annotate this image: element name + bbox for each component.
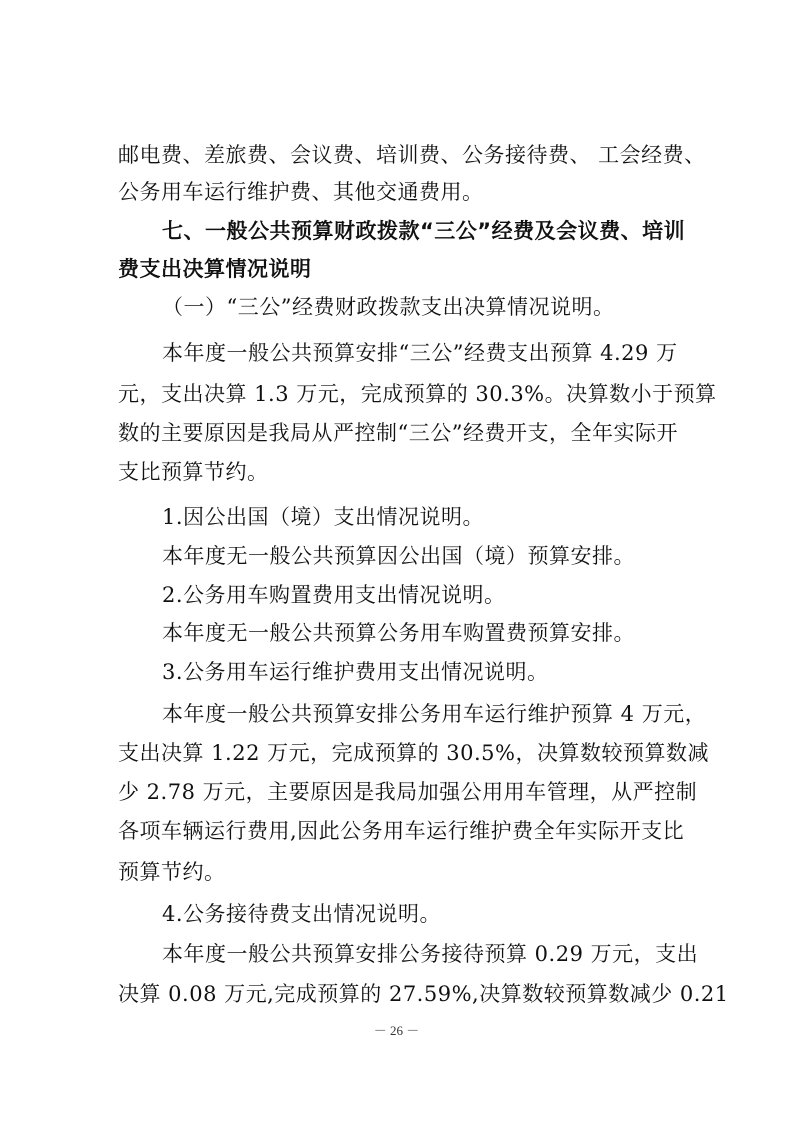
body-text-line: 决算 0.08 万元,完成预算的 27.59%,决算数较预算数减少 0.21 [118, 982, 729, 1006]
body-text-line: 预算节约。 [118, 860, 226, 884]
item-heading: 4.公务接待费支出情况说明。 [162, 902, 442, 926]
section-heading: 七、一般公共预算财政拨款“三公”经费及会议费、培训 [162, 219, 686, 243]
body-text-line: 本年度一般公共预算安排公务接待预算 0.29 万元，支出 [162, 942, 699, 966]
body-text-line: 少 2.78 万元，主要原因是我局加强公用用车管理，从严控制 [118, 780, 698, 804]
body-text-line: 本年度无一般公共预算公务用车购置费预算安排。 [162, 621, 635, 645]
body-text-line: 支出决算 1.22 万元，完成预算的 30.5%，决算数较预算数减 [118, 741, 709, 765]
item-heading: 2.公务用车购置费用支出情况说明。 [162, 583, 506, 607]
body-text-line: 本年度无一般公共预算因公出国（境）预算安排。 [162, 544, 635, 568]
body-text-line: 支比预算节约。 [118, 460, 269, 484]
body-text-line: 本年度一般公共预算安排公务用车运行维护预算 4 万元， [162, 702, 707, 726]
section-heading-continued: 费支出决算情况说明 [118, 257, 312, 281]
body-text-line: 公务用车运行维护费、其他交通费用。 [118, 180, 484, 204]
item-heading: 1.因公出国（境）支出情况说明。 [162, 505, 485, 529]
body-text-line: 本年度一般公共预算安排“三公”经费支出预算 4.29 万 [162, 341, 678, 365]
body-text-line: 各项车辆运行费用,因此公务用车运行维护费全年实际开支比 [118, 819, 685, 843]
page-number: － 26 － [373, 1023, 420, 1038]
item-heading: 3.公务用车运行维护费用支出情况说明。 [162, 660, 549, 684]
body-text-line: 数的主要原因是我局从严控制“三公”经费开支，全年实际开 [118, 421, 678, 445]
body-text-line: 元，支出决算 1.3 万元，完成预算的 30.3%。决算数小于预算 [118, 382, 717, 406]
body-text-line: 邮电费、差旅费、会议费、培训费、公务接待费、 工会经费、 [118, 143, 706, 167]
subsection-heading: （一）“三公”经费财政拨款支出决算情况说明。 [162, 295, 615, 319]
